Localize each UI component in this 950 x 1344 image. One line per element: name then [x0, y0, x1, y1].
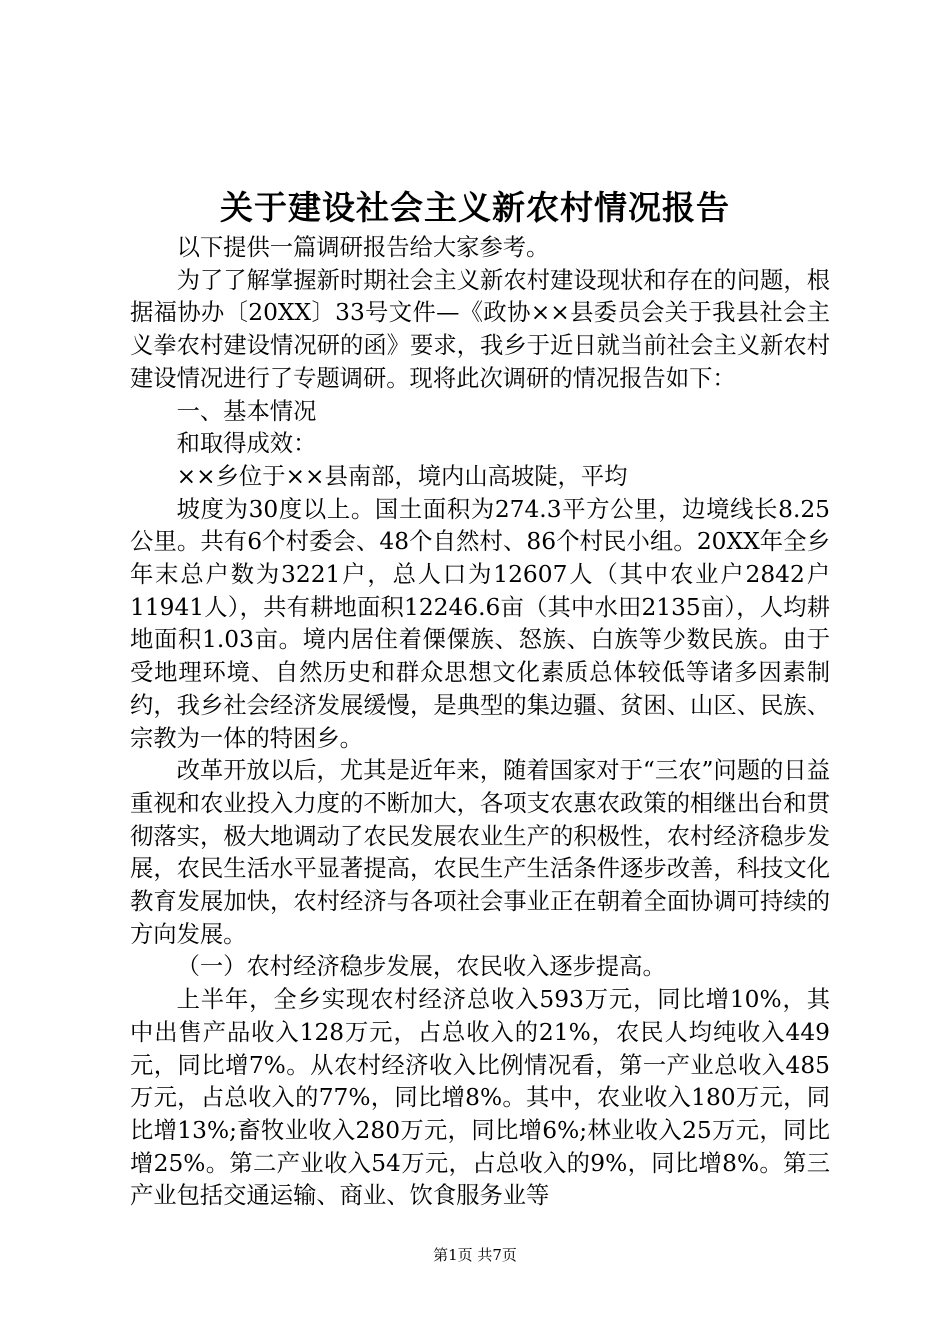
document-title: 关于建设社会主义新农村情况报告 [220, 188, 730, 227]
paragraph-intro: 以下提供一篇调研报告给大家参考。 [176, 234, 550, 261]
section-heading-basic: 一、基本情况 [176, 397, 317, 425]
subsection-heading-economy: （一）农村经济稳步发展，农民收入逐步提高。 [176, 953, 666, 981]
page-footer: 第1页 共7页 [433, 1246, 517, 1264]
paragraph-location: ××乡位于××县南部，境内山高坡陡，平均 [176, 462, 628, 490]
paragraph-income: 上半年，全乡实现农村经济总收入593万元，同比增10%，其中出售产品收入128万元，占总收入的21%，农民人均纯收入449元，同比增7%。从农村经济收入比例情况看，第一产业总收入485万元，占总收入的77%，同比增8%。其中，农业收入180万元，同比增13%;畜牧业收入280万元，同比增6%;林业收入25万元，同比增25%。第二产业收入54万元，占总收入的9%，同比增8%。第三产业包括交通运输、商业、饮食服务业等 [130, 986, 830, 1210]
paragraph-geography: 坡度为30度以上。国土面积为274.3平方公里，边境线长8.25公里。共有6个村委会、48个自然村、86个村民小组。20XX年全乡年末总户数为3221户，总人口为12607人（其中农业户2842户11941人），共有耕地面积12246.6亩（其中水田2135亩），人均耕地面积1.03亩。境内居住着傈僳族、怒族、白族等少数民族。由于受地理环境、自然历史和群众思想文化素质总体较低等诸多因素制约，我乡社会经济发展缓慢，是典型的集边疆、贫困、山区、民族、宗教为一体的特困乡。 [130, 495, 830, 752]
paragraph-reform: 改革开放以后，尤其是近年来，随着国家对于“三农”问题的日益重视和农业投入力度的不断加大，各项支农惠农政策的相继出台和贯彻落实，极大地调动了农民发展农业生产的积极性，农村经济稳步发展，农民生活水平显著提高，农民生产生活条件逐步改善，科技文化教育发展加快，农村经济与各项社会事业正在朝着全面协调可持续的方向发展。 [130, 757, 830, 948]
paragraph-purpose: 为了了解掌握新时期社会主义新农村建设现状和存在的问题，根据福协办〔20XX〕33号文件—《政协××县委员会关于我县社会主义拳农村建设情况研的函》要求，我乡于近日就当前社会主义新农村建设情况进行了专题调研。现将此次调研的情况报告如下： [130, 266, 830, 392]
document-body [130, 232, 830, 1213]
section-heading-achievements: 和取得成效： [176, 430, 317, 458]
